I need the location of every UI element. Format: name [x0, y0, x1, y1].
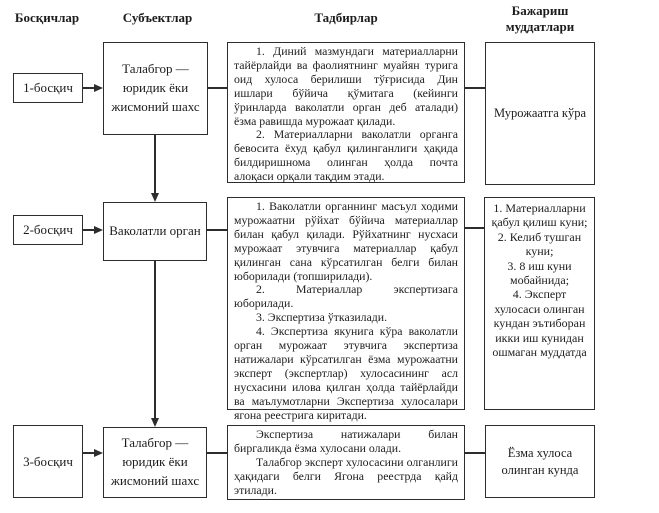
- deadline-item: 4. Эксперт хулосаси олинган кундан эътиборан икки иш кунидан ошмаган муддатда: [492, 287, 587, 359]
- line-subject2-to-activities2: [207, 229, 227, 231]
- deadline-box-1: [485, 42, 595, 185]
- subject-box-2: [103, 202, 207, 261]
- stage-box-2: [13, 215, 83, 245]
- activities-box-2: [227, 197, 465, 422]
- activity-paragraph: 2. Материалларни ваколатли органга бевосита ёхуд қабул қилинганлиги ҳақида билдиришнома олинган ҳолда почта алоқаси орқали тақдим этади.: [234, 127, 458, 184]
- subject-label-1: Талабгор — юридик ёки жисмоний шахс: [111, 61, 200, 114]
- line-subject3-to-activities3: [207, 452, 227, 454]
- subject-box-1: [103, 42, 208, 135]
- activities-box-1: [227, 42, 465, 183]
- deadline-item: 1. Материалларни қабул қилиш куни;: [491, 201, 588, 230]
- subject-label-3: Талабгор — юридик ёки жисмоний шахс: [110, 435, 200, 488]
- arrowhead-down-icon: [151, 193, 159, 202]
- activity-paragraph: 2. Материаллар экспертизага юборилади.: [234, 282, 458, 311]
- subject-box-3: [103, 427, 207, 498]
- deadline-label-3: Ёзма хулоса олинган кунда: [501, 445, 579, 477]
- line-activities2-to-deadline2: [465, 227, 484, 229]
- stage-label-2: 2-босқич: [23, 222, 73, 237]
- line-subject1-to-activities1: [208, 87, 227, 89]
- activity-paragraph: 4. Экспертиза якунига кўра ваколатли орган мурожаат этувчига экспертиза натижалари кўрсатилган ёзма мурожаатни эксперт (экспертлар) хулосасининг асл нусхасини илова қилган ҳолда тайёрлайди ва маълумотларни Экспертиза хулосалари ягона реестрига киритади.: [234, 324, 458, 422]
- activity-paragraph: Экспертиза натижалари билан биргаликда ёзма хулосани олади.: [234, 427, 458, 455]
- deadline-item: 2. Келиб тушган куни;: [497, 229, 582, 259]
- line-activities1-to-deadline1: [465, 87, 485, 89]
- line-subject2-to-subject3: [154, 261, 156, 419]
- stage-box-3: [13, 425, 83, 498]
- column-header-stages: Босқичлар: [14, 10, 80, 25]
- arrowhead-right-icon: [94, 449, 103, 457]
- deadline-box-2: [484, 197, 595, 410]
- line-subject1-to-subject2: [154, 135, 156, 195]
- deadline-label-1: Мурожаатга кўра: [493, 106, 587, 121]
- activity-paragraph: Талабгор эксперт хулосасини олганлиги ҳақидаги белги Ягона реестрда қайд этилади.: [234, 454, 458, 497]
- arrowhead-right-icon: [94, 84, 103, 92]
- column-header-deadlines: Бажариш муддатлари: [505, 3, 575, 34]
- activities-box-3: [227, 425, 465, 500]
- deadline-item: 3. 8 иш куни мобайнида;: [507, 258, 572, 287]
- activity-paragraph: 1. Ваколатли органнинг масъул ходими мурожаатни рўйхат бўйича материаллар билан қабул қилади. Рўйхатнинг нусхаси мурожаат этувчига материаллар қабул қилинган сана кўрсатилган белги билан юборилади (топширилади).: [234, 199, 458, 283]
- stage-label-1: 1-босқич: [23, 80, 73, 95]
- deadline-box-3: [485, 425, 595, 498]
- arrowhead-down-icon: [151, 418, 159, 427]
- column-header-activities: Тадбирлар: [314, 10, 378, 25]
- arrowhead-right-icon: [94, 226, 103, 234]
- stage-label-3: 3-босқич: [23, 453, 73, 469]
- activity-paragraph: 3. Экспертиза ўтказилади.: [256, 310, 388, 325]
- column-header-subjects: Субъектлар: [122, 10, 193, 25]
- subject-label-2: Ваколатли орган: [109, 223, 201, 239]
- stage-box-1: [13, 73, 83, 103]
- line-activities3-to-deadline3: [465, 452, 485, 454]
- activity-paragraph: 1. Диний мазмундаги материалларни тайёрлайди ва фаолиятнинг муайян турига оид хулоса берилиши тўғрисида Дин ишлари бўйича қўмитага (кейинги ўринларда ваколатли орган деб аталади) ёзма равишда мурожаат қилади.: [234, 44, 458, 128]
